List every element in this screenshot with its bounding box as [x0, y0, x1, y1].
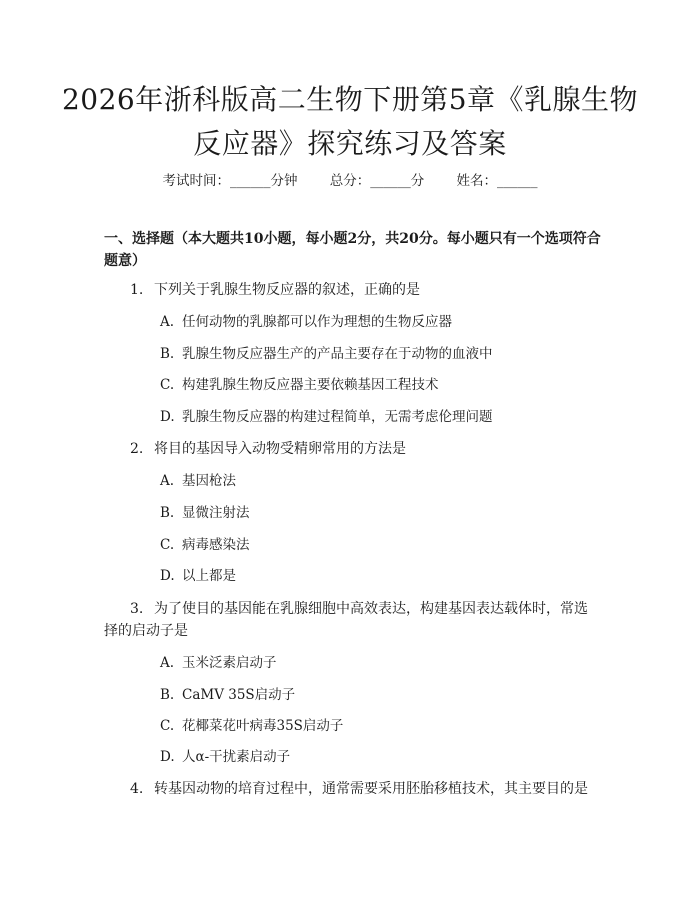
- option-2d: [160, 566, 600, 586]
- exam-meta: [0, 169, 700, 189]
- option-text: 病毒感染法: [182, 537, 250, 553]
- option-text: 人α-干扰素启动子: [182, 749, 291, 765]
- option-letter: C.: [160, 377, 175, 393]
- question-text: 下列关于乳腺生物反应器的叙述，正确的是: [154, 282, 420, 298]
- option-text: 乳腺生物反应器的构建过程简单，无需考虑伦理问题: [182, 409, 493, 425]
- option-letter: C.: [160, 537, 175, 553]
- option-letter: D.: [160, 409, 175, 425]
- option-text: CaMV 35S启动子: [182, 687, 296, 703]
- option-1b: [160, 344, 600, 364]
- question-4: [104, 778, 600, 800]
- exam-time: 考试时间：______分钟: [162, 173, 298, 189]
- option-2b: [160, 503, 600, 523]
- option-1d: [160, 407, 600, 427]
- question-number: 1.: [130, 282, 144, 298]
- option-text: 显微注射法: [182, 505, 250, 521]
- option-letter: D.: [160, 749, 175, 765]
- question-number: 3.: [130, 601, 144, 617]
- question-text: 将目的基因导入动物受精卵常用的方法是: [154, 441, 406, 457]
- option-letter: C.: [160, 718, 175, 734]
- option-text: 构建乳腺生物反应器主要依赖基因工程技术: [182, 377, 439, 393]
- section-heading: 一、选择题（本大题共10小题，每小题2分，共20分。每小题只有一个选项符合题意）: [104, 231, 601, 269]
- option-text: 基因枪法: [182, 473, 236, 489]
- document-title: 2026年浙科版高二生物下册第5章《乳腺生物反应器》探究练习及答案: [61, 83, 639, 160]
- option-letter: B.: [160, 505, 175, 521]
- option-3c: [160, 716, 600, 736]
- option-letter: A.: [160, 655, 175, 671]
- option-2a: [160, 471, 600, 491]
- option-3b: [160, 685, 600, 705]
- option-text: 以上都是: [182, 568, 236, 584]
- question-1: [104, 279, 600, 301]
- option-1a: [160, 312, 600, 332]
- option-text: 乳腺生物反应器生产的产品主要存在于动物的血液中: [182, 346, 493, 362]
- option-letter: A.: [160, 314, 175, 330]
- option-text: 任何动物的乳腺都可以作为理想的生物反应器: [182, 314, 452, 330]
- question-text: 转基因动物的培育过程中，通常需要采用胚胎移植技术，其主要目的是: [154, 781, 588, 797]
- question-number: 4.: [130, 781, 144, 797]
- option-2c: [160, 535, 600, 555]
- option-letter: D.: [160, 568, 175, 584]
- option-text: 玉米泛素启动子: [182, 655, 277, 671]
- option-3a: [160, 653, 600, 673]
- option-text: 花椰菜花叶病毒35S启动子: [182, 718, 344, 734]
- question-3: [104, 598, 600, 642]
- exam-score: 总分：______分: [329, 173, 425, 189]
- option-letter: A.: [160, 473, 175, 489]
- option-letter: B.: [160, 346, 175, 362]
- option-3d: [160, 747, 600, 767]
- option-1c: [160, 375, 600, 395]
- question-text: 为了使目的基因能在乳腺细胞中高效表达，构建基因表达载体时，常选择的启动子是: [104, 601, 588, 639]
- option-letter: B.: [160, 687, 175, 703]
- question-2: [104, 438, 600, 460]
- question-number: 2.: [130, 441, 144, 457]
- student-name: 姓名：______: [456, 173, 538, 189]
